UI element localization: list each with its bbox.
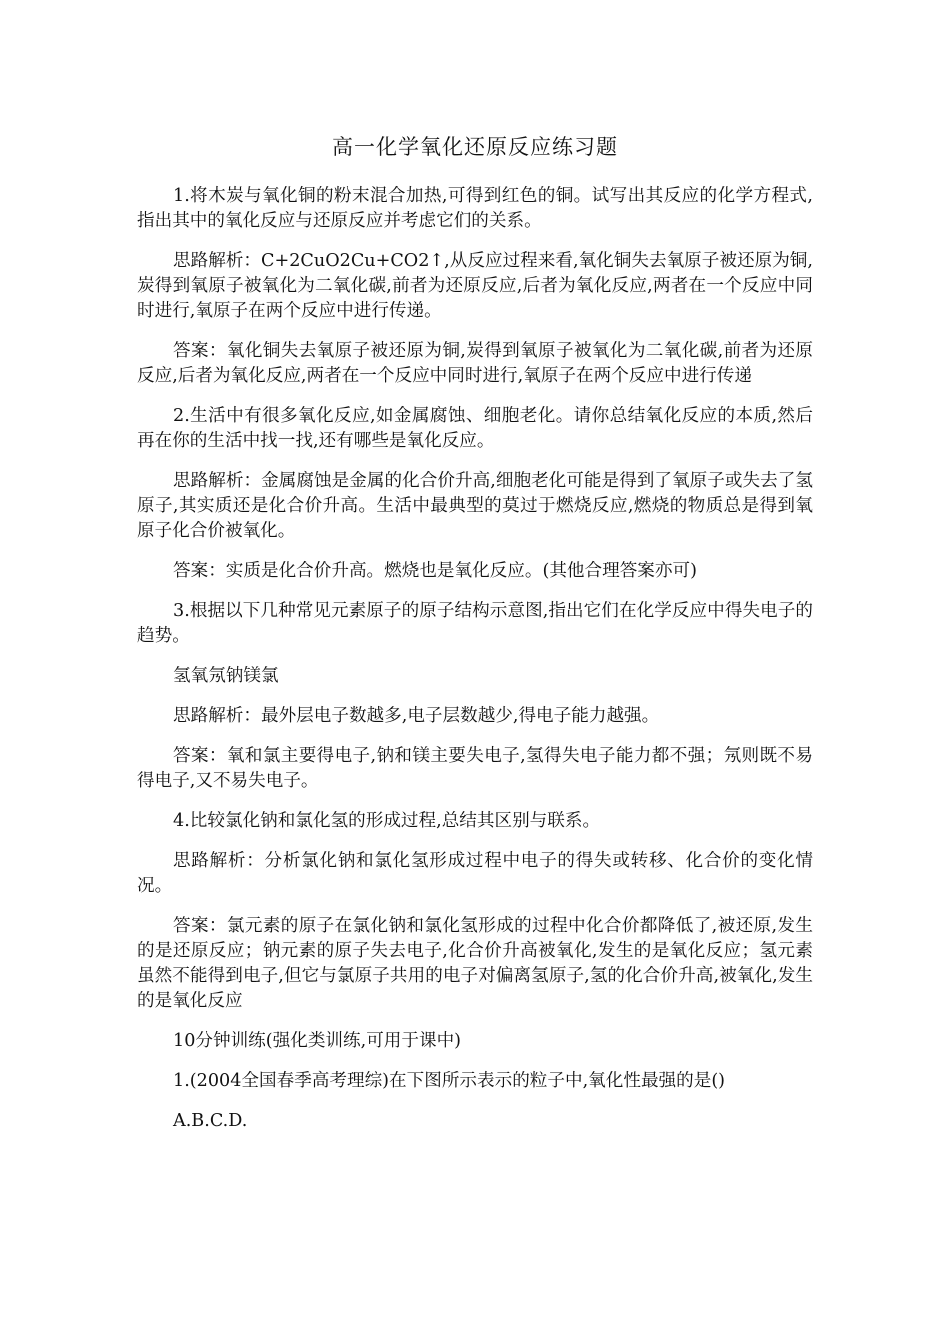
paragraph-q4-answer: 答案：氯元素的原子在氯化钠和氯化氢形成的过程中化合价都降低了,被还原,发生的是还原反应；钠元素的原子失去电子,化合价升高被氧化,发生的是氧化反应；氢元素虽然不能得到电子,但它与氯原子共用的电子对偏离氢原子,氢的化合价升高,被氧化,发生的是氧化反应 — [137, 916, 813, 1011]
paragraph-q1: 1.将木炭与氧化铜的粉末混合加热,可得到红色的铜。试写出其反应的化学方程式,指出其中的氧化反应与还原反应并考虑它们的关系。 — [137, 186, 813, 231]
document-body — [137, 184, 813, 1149]
paragraph-q3-analysis: 思路解析：最外层电子数越多,电子层数越少,得电子能力越强。 — [173, 706, 660, 726]
paragraph-q3: 3.根据以下几种常见元素原子的原子结构示意图,指出它们在化学反应中得失电子的趋势。 — [137, 601, 813, 646]
paragraph-q1-analysis: 思路解析：C+2CuO2Cu+CO2↑,从反应过程来看,氧化铜失去氧原子被还原为铜,炭得到氧原子被氧化为二氧化碳,前者为还原反应,后者为氧化反应,两者在一个反应中同时进行,氧原子在两个反应中进行传递。 — [137, 251, 813, 321]
paragraph-q3-elements: 氢氧氖钠镁氯 — [173, 666, 279, 686]
paragraph-q4-analysis: 思路解析：分析氯化钠和氯化氢形成过程中电子的得失或转移、化合价的变化情况。 — [137, 851, 813, 896]
paragraph-q3-answer: 答案：氧和氯主要得电子,钠和镁主要失电子,氢得失电子能力都不强；氖则既不易得电子,又不易失电子。 — [137, 746, 813, 791]
paragraph-training-q1-options: A.B.C.D. — [173, 1111, 248, 1131]
section-heading-training: 10分钟训练(强化类训练,可用于课中) — [173, 1031, 462, 1051]
document-title: 高一化学氧化还原反应练习题 — [332, 135, 618, 159]
paragraph-q2: 2.生活中有很多氧化反应,如金属腐蚀、细胞老化。请你总结氧化反应的本质,然后再在你的生活中找一找,还有哪些是氧化反应。 — [137, 406, 813, 451]
paragraph-q2-answer: 答案：实质是化合价升高。燃烧也是氧化反应。(其他合理答案亦可) — [173, 561, 697, 581]
paragraph-training-q1: 1.(2004全国春季高考理综)在下图所示表示的粒子中,氧化性最强的是() — [173, 1071, 726, 1091]
paragraph-q4: 4.比较氯化钠和氯化氢的形成过程,总结其区别与联系。 — [173, 811, 601, 831]
paragraph-q1-answer: 答案：氧化铜失去氧原子被还原为铜,炭得到氧原子被氧化为二氧化碳,前者为还原反应,后者为氧化反应,两者在一个反应中同时进行,氧原子在两个反应中进行传递 — [137, 341, 813, 386]
paragraph-q2-analysis: 思路解析：金属腐蚀是金属的化合价升高,细胞老化可能是得到了氧原子或失去了氢原子,其实质还是化合价升高。生活中最典型的莫过于燃烧反应,燃烧的物质总是得到氧原子化合价被氧化。 — [137, 471, 813, 541]
